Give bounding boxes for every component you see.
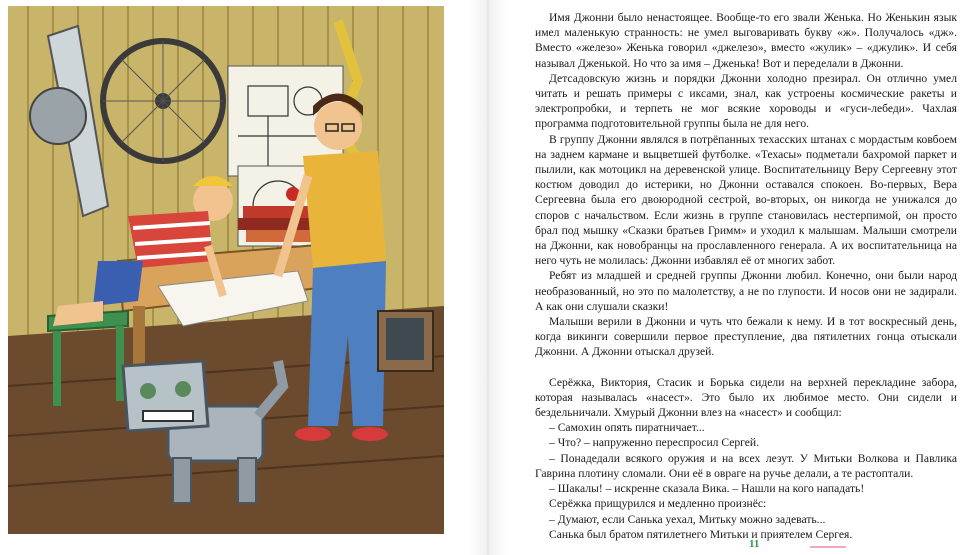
dialog-line: – Что? – напруженно переспросил Сергей.: [549, 436, 759, 450]
paragraph: Имя Джонни было ненастоящее. Вообще-то его звали Женька. Но Женькин язык имел маленькую странность: не умел выговаривать букву «ж». Получалось «дж». Вместо «железо» Женька говорил «джелезо», вместо «жулик» – «джулик». И себя называл Дженькой. Но что за имя – Дженька! Вот и переделали в Джонни.: [535, 11, 957, 70]
page-text: [535, 10, 957, 542]
page-decoration: [810, 546, 846, 548]
dialog-line: – Думают, если Санька уехал, Митьку можно задевать...: [549, 512, 826, 526]
page-number: 11: [749, 538, 760, 550]
dialog-line: – Шакалы! – искренне сказала Вика. – Нашли на кого нападать!: [549, 482, 865, 496]
dialog-line: – Понадедали всякого оружия и на всех лезут. У Митьки Волкова и Павлика Гаврина плотину сломали. Они её в овраге на ручье делали, а те растоптали.: [535, 451, 957, 480]
illustration-drawing: [8, 6, 444, 534]
page-gutter: [468, 0, 508, 555]
paragraph: Малыши верили в Джонни и чуть что бежали к нему. И в тот воскресный день, когда викинги совершили первое преступление, два пятилетних гонца отыскали Джонни. А Джонни отыскал друзей.: [535, 315, 957, 359]
paragraph: В группу Джонни являлся в потрёпанных техасских штанах с мордастым ковбоем на заднем кармане и выцветшей футболке. «Техасы» подметали бахромой паркет и пылили, как мотоцикл на деревенской улице. Воспитательницу Веру Сергеевну этот костюм доводил до истерики, но Джонни оставался спокоен. Во-первых, Вера Сергеевна была его двоюродной сестрой, во-вторых, он никогда не унижался до споров с начальством. Если жизнь в группе становилась нестерпимой, он просто брал под мышку «Сказки братьев Гримм» и уходил к малышам. Малыши смотрели на Джонни, как новобранцы на прославленного генерала. А их воспитательница на него чуть не молилась: Джонни избавлял её от многих забот.: [535, 132, 957, 268]
paragraph: Серёжка прищурился и медленно произнёс:: [549, 497, 767, 511]
paragraph: Санька был братом пятилетнего Митьки и приятелем Сергея.: [549, 527, 853, 541]
paragraph: Ребят из младшей и средней группы Джонни любил. Конечно, они были народ необразованный, но это по малолетству, а не по глупости. И носов они не задирали. А как они слушали сказки!: [535, 269, 957, 313]
paragraph: Детсадовскую жизнь и порядки Джонни холодно презирал. Он отлично умел читать и решать примеры с иксами, знал, как устроены космические ракеты и электропробки, и терпеть не мог всякие хороводы и «гуси-лебеди». Чахлая программа подготовительной группы была не для него.: [535, 71, 957, 131]
boys-workshop-illustration: [8, 6, 444, 534]
section-gap: [535, 360, 957, 375]
dialog-line: – Самохин опять пиратничает...: [549, 421, 705, 435]
paragraph: Серёжка, Виктория, Стасик и Борька сидели на верхней перекладине забора, которая называлась «насест». Это было их любимое место. Они сидели и бездельничали. Хмурый Джонни влез на «насест» и сообщил:: [535, 375, 957, 420]
